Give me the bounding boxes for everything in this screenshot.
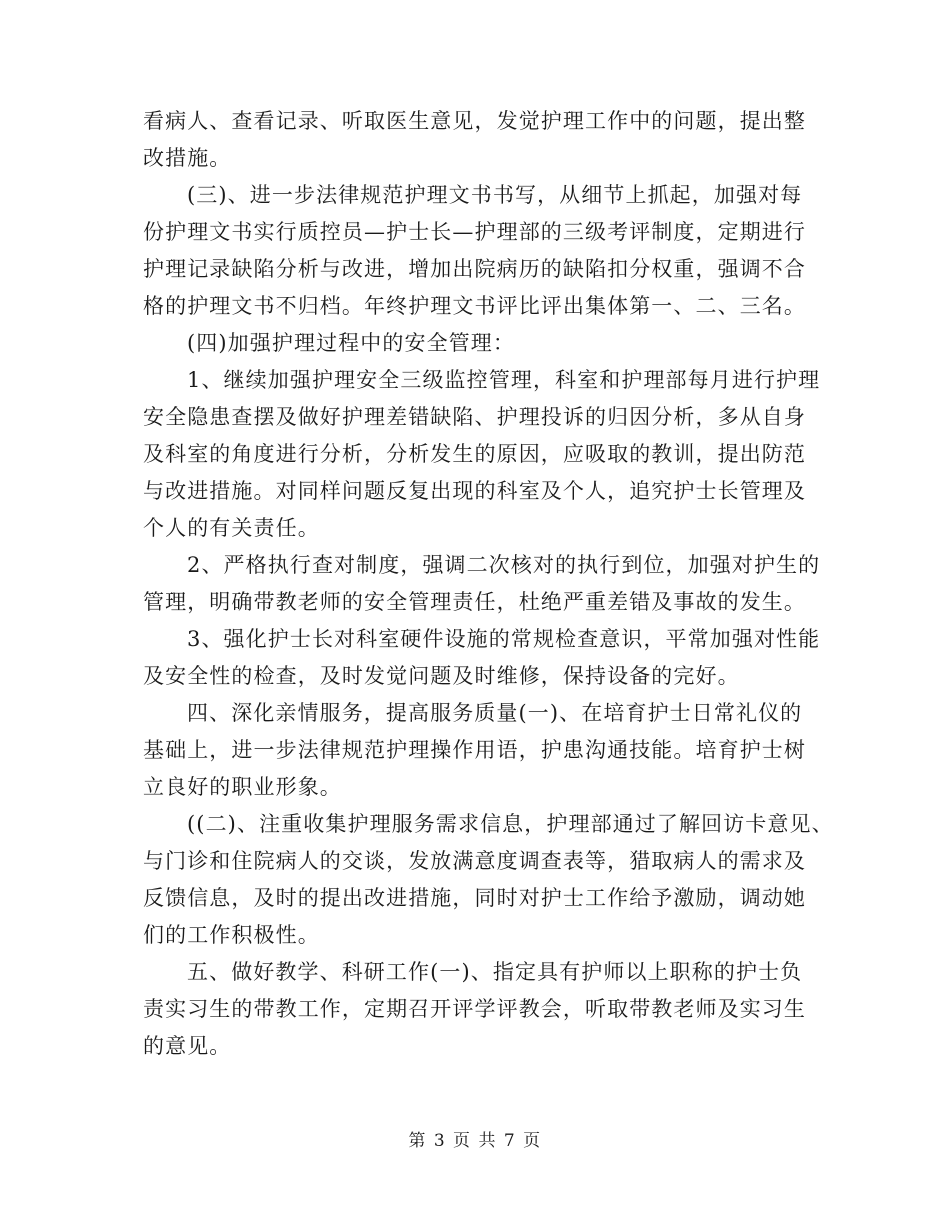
text-line: 反馈信息，及时的提出改进措施，同时对护士工作给予激励，调动她: [143, 886, 806, 910]
text-line: 责实习生的带教工作，定期召开评学评教会，听取带教老师及实习生: [143, 997, 806, 1021]
text-line: 的意见。: [143, 1034, 232, 1058]
text-line: 四、深化亲情服务，提高服务质量(一)、在培育护士日常礼仪的: [187, 701, 803, 725]
text-line: 份护理文书实行质控员—护士长—护理部的三级考评制度，定期进行: [143, 220, 806, 244]
text-line: (四)加强护理过程中的安全管理：: [187, 331, 515, 355]
text-line: (三)、进一步法律规范护理文书书写，从细节上抓起，加强对每: [187, 183, 803, 207]
text-line: 个人的有关责任。: [143, 516, 320, 540]
text-line: 看病人、查看记录、听取医生意见，发觉护理工作中的问题，提出整: [143, 109, 806, 133]
text-line: 与改进措施。对同样问题反复出现的科室及个人，追究护士长管理及: [143, 479, 806, 503]
document-body: [143, 103, 834, 1065]
text-line: 基础上，进一步法律规范护理操作用语，护患沟通技能。培育护士树: [143, 738, 806, 762]
text-line: 五、做好教学、科研工作(一)、指定具有护师以上职称的护士负: [187, 960, 803, 984]
text-line: 及安全性的检查，及时发觉问题及时维修，保持设备的完好。: [143, 664, 740, 688]
text-line: 护理记录缺陷分析与改进，增加出院病历的缺陷扣分权重，强调不合: [143, 257, 806, 281]
text-line: 立良好的职业形象。: [143, 775, 342, 799]
text-line: 格的护理文书不归档。年终护理文书评比评出集体第一、二、三名。: [143, 294, 806, 318]
text-line: 安全隐患查摆及做好护理差错缺陷、护理投诉的归因分析，多从自身: [143, 405, 806, 429]
text-line: 与门诊和住院病人的交谈，发放满意度调查表等，猎取病人的需求及: [143, 849, 806, 873]
page-number-footer: 第 3 页 共 7 页: [408, 1131, 542, 1151]
text-line: 及科室的角度进行分析，分析发生的原因，应吸取的教训，提出防范: [143, 442, 806, 466]
text-line: 们的工作积极性。: [143, 923, 320, 947]
text-line: 改措施。: [143, 146, 232, 170]
text-line: 管理，明确带教老师的安全管理责任，杜绝严重差错及事故的发生。: [143, 590, 806, 614]
text-line: ((二)、注重收集护理服务需求信息，护理部通过了解回访卡意见、: [187, 812, 834, 836]
text-line: 1、继续加强护理安全三级监控管理，科室和护理部每月进行护理: [187, 368, 821, 392]
text-line: 3、强化护士长对科室硬件设施的常规检查意识，平常加强对性能: [187, 627, 821, 651]
text-line: 2、严格执行查对制度，强调二次核对的执行到位，加强对护生的: [187, 553, 821, 577]
